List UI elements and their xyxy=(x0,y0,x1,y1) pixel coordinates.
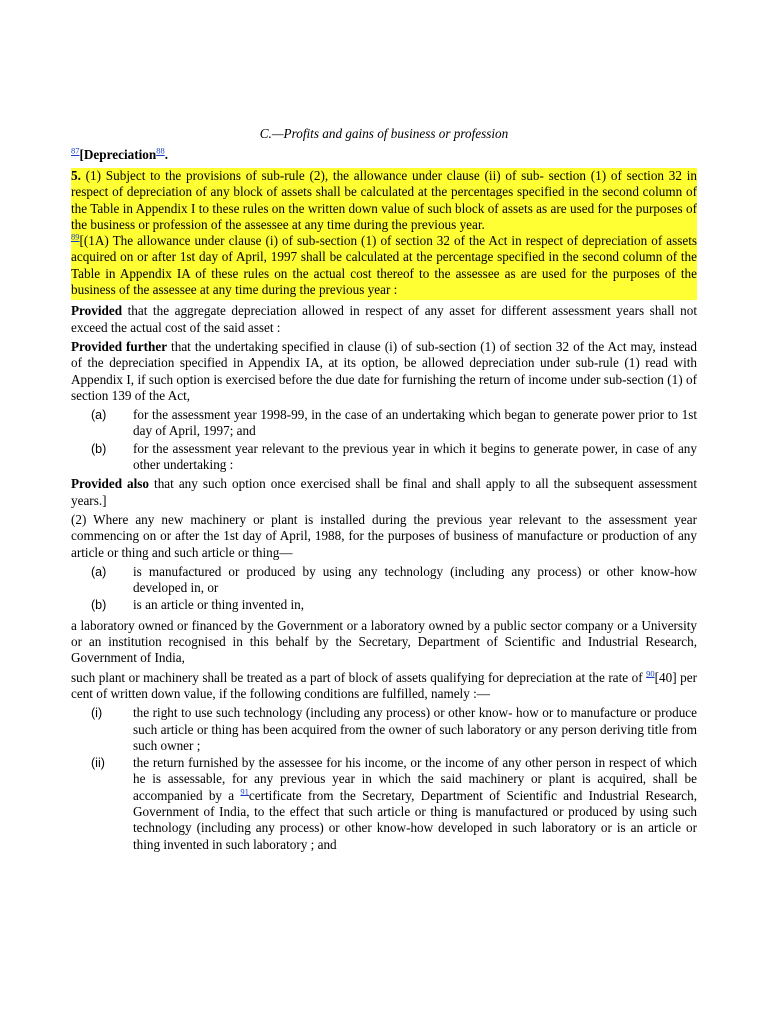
item-text xyxy=(133,755,697,853)
rule-title-end: . xyxy=(164,147,168,162)
item-text: is an article or thing invented in, xyxy=(133,597,305,613)
paragraph-2-item-b xyxy=(71,597,697,613)
footnote-link-88[interactable]: 88 xyxy=(156,145,165,156)
proviso-2-bold: Provided further xyxy=(71,338,168,354)
item-text: the right to use such technology (including any process) or other know- how or to manufacture or produce such article or thing has been acquired from the owner of such laboratory or any person deriving title from such owner ; xyxy=(133,705,697,753)
section-heading: C.—Profits and gains of business or profession xyxy=(259,126,509,141)
paragraph-5-number: 5. xyxy=(71,168,81,183)
proviso-2-text: that the undertaking specified in clause (i) of sub-section (1) of section 32 of the Act may, instead of the depreciation specified in Appendix IA, at its option, be allowed depreciation under sub-rule (1) read with Appendix I, if such option is exercised before the due date for furnishing the return of income under sub-section (1) of section 139 of the Act, xyxy=(71,338,697,403)
condition-item-i xyxy=(71,705,697,754)
proviso-2 xyxy=(71,339,697,404)
rate-text-after: [40] per cent of written down value, if the following conditions are fulfilled, namely :— xyxy=(71,669,698,701)
paragraph-2-item-a xyxy=(71,564,697,597)
rate-paragraph xyxy=(71,670,697,703)
rule-title xyxy=(71,147,697,164)
highlighted-block xyxy=(71,168,697,300)
rule-title-text: Depreciation xyxy=(83,147,157,162)
item-label: (b) xyxy=(91,598,107,613)
item-text: for the assessment year 1998-99, in the case of an undertaking which began to generate power prior to 1st day of April, 1997; and xyxy=(133,407,697,439)
proviso-1-bold: Provided xyxy=(71,303,123,319)
paragraph-1a-text: [(1A) The allowance under clause (i) of sub-section (1) of section 32 of the Act in respect of depreciation of assets acquired on or after 1st day of April, 1997 shall be calculated at the percentage specified in the second column of the Table in Appendix IA of these rules on the actual cost thereof to the assessee as are used for the purposes of the business of the assessee at any time during the previous year : xyxy=(71,233,697,298)
footnote-link-90[interactable]: 90 xyxy=(646,668,655,679)
proviso-2-item-a xyxy=(71,407,697,440)
footnote-link-89[interactable]: 89 xyxy=(71,231,80,242)
proviso-3-text: that any such option once exercised shall be final and shall apply to all the subsequent assessment years.] xyxy=(71,476,697,508)
bracket-open: [ xyxy=(79,147,84,162)
rate-text-before: such plant or machinery shall be treated as a part of block of assets qualifying for depreciation at the rate of xyxy=(71,669,647,685)
proviso-1 xyxy=(71,303,697,336)
paragraph-5 xyxy=(71,168,697,233)
item-label: (a) xyxy=(91,408,107,423)
item-label: (i) xyxy=(91,706,103,721)
item-text: is manufactured or produced by using any technology (including any process) or other know-how developed in, or xyxy=(133,563,697,596)
paragraph-1a xyxy=(71,233,697,298)
item-label: (b) xyxy=(91,441,107,456)
item-text: for the assessment year relevant to the previous year in which it begins to generate power, in case of any other undertaking : xyxy=(133,440,697,473)
footnote-link-87[interactable]: 87 xyxy=(71,145,80,156)
laboratory-paragraph: a laboratory owned or financed by the Government or a laboratory owned by a public sector company or a University or an institution recognised in this behalf by the Secretary, Department of Scientific and Industrial Research, Government of India, xyxy=(71,617,697,666)
paragraph-2: (2) Where any new machinery or plant is installed during the previous year relevant to the assessment year commencing on or after the 1st day of April, 1988, for the purposes of business of manufacture or production of any article or thing and such article or thing— xyxy=(71,511,697,560)
item-label: (ii) xyxy=(91,756,105,771)
footnote-link-91[interactable]: 91 xyxy=(240,786,249,797)
paragraph-5-text: (1) Subject to the provisions of sub-rule (2), the allowance under clause (ii) of sub- section (1) of section 32 in respect of depreciation of any block of assets shall be calculated at the percentages specified in the second column of the Table in Appendix I to these rules on the written down value of such block of assets as are used for the purposes of the business or profession of the assessee at any time during the previous year. xyxy=(71,168,697,232)
proviso-3-bold: Provided also xyxy=(71,476,150,492)
condition-item-ii xyxy=(71,755,697,853)
item-label: (a) xyxy=(91,564,107,579)
proviso-1-text: that the aggregate depreciation allowed in respect of any asset for different assessment years shall not exceed the actual cost of the said asset : xyxy=(71,303,697,335)
item-text-before: the return furnished by the assessee for his income, or the income of any other person in respect of which he is assessable, for any previous year in which the said machinery or plant is acquired, shall be accompanied by a xyxy=(133,755,697,803)
proviso-2-item-b xyxy=(71,441,697,474)
document-page xyxy=(71,126,697,854)
item-text-after: certificate from the Secretary, Department of Scientific and Industrial Research, Government of India, to the effect that such article or thing is manufactured or produced by using such technology (including any process) or other know-how developed in such laboratory or is an article or thing invented in such laboratory ; and xyxy=(133,787,697,852)
proviso-3 xyxy=(71,476,697,509)
